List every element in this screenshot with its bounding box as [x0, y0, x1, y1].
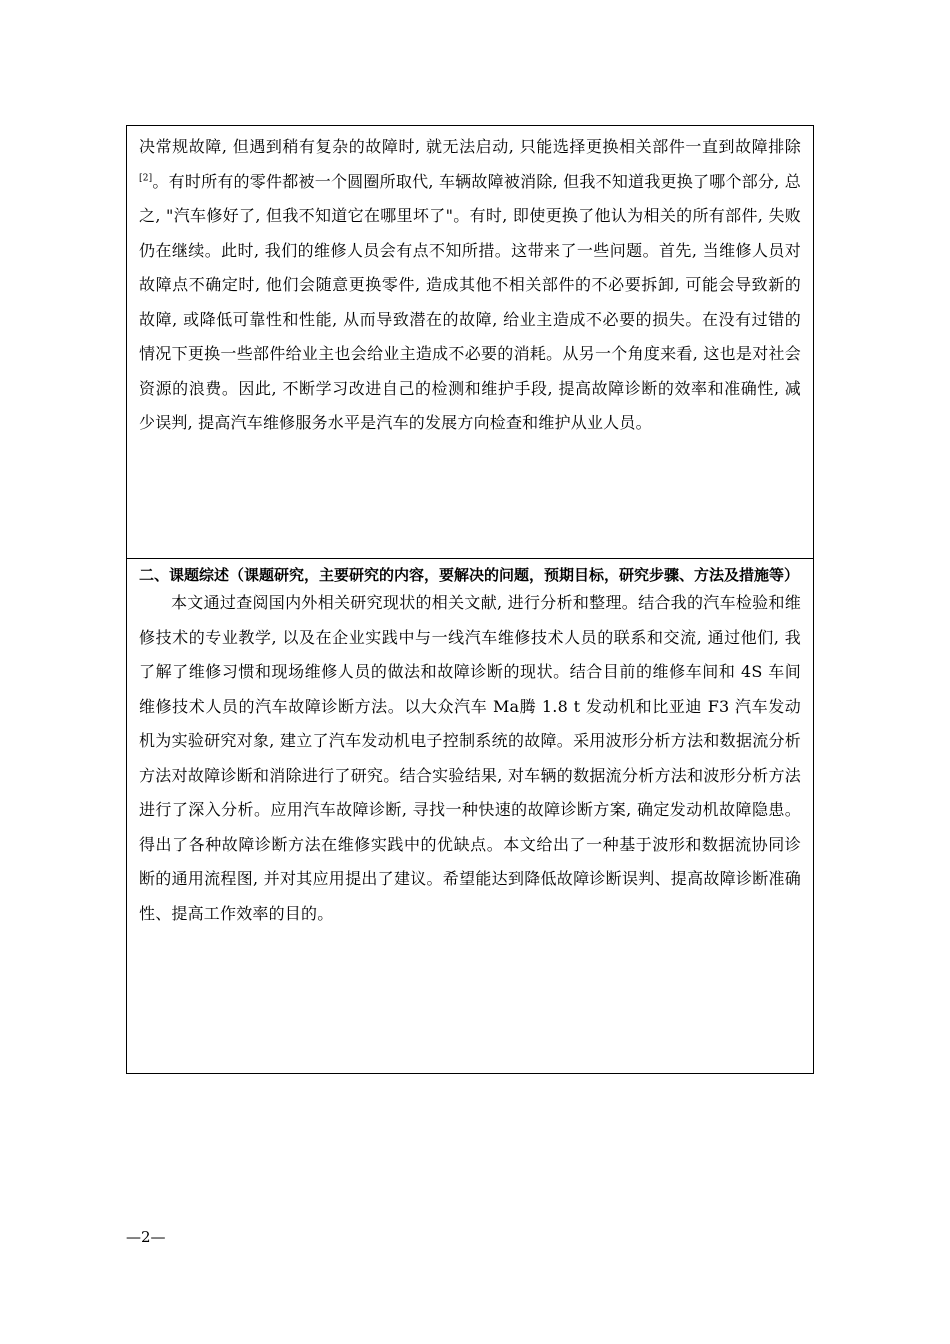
section1-text-start: 决常规故障, 但遇到稍有复杂的故障时, 就无法启动, 只能选择更换相关部件一直到故障排除	[139, 137, 801, 156]
section2-heading: 二、课题综述（课题研究，主要研究的内容，要解决的问题，预期目标，研究步骤、方法及措施等）	[139, 566, 800, 584]
page-number: —2—	[126, 1228, 166, 1246]
section1-text-rest: 。有时所有的零件都被一个圆圈所取代, 车辆故障被消除, 但我不知道我更换了哪个部分, 总之, "汽车修好了, 但我不知道它在哪里坏了"。有时, 即使更换了他认为相关的所有部件, 失败仍在继续。此时, 我们的维修人员会有点不知所措。这带来了一些问题。首先, 当维修人员对故障点不确定时, 他们会随意更换零件, 造成其他不相关部件的不必要拆卸, 可能会导致新的故障, 或降低可靠性和性能, 从而导致潜在的故障, 给业主造成不必要的损失。在没有过错的情况下更换一些部件给业主也会给业主造成不必要的消耗。从另一个角度来看, 这也是对社会资源的浪费。因此, 不断学习改进自己的检测和维护手段, 提高故障诊断的效率和准确性, 减少误判, 提高汽车维修服务水平是汽车的发展方向检查和维护从业人员。	[139, 171, 801, 432]
section2-paragraph: 本文通过查阅国内外相关研究现状的相关文献, 进行分析和整理。结合我的汽车检验和维修技术的专业教学, 以及在企业实践中与一线汽车维修技术人员的联系和交流, 通过他们, 我了解了维修习惯和现场维修人员的做法和故障诊断的现状。结合目前的维修车间和 4S 车间维修技术人员的汽车故障诊断方法。以大众汽车 Ma腾 1.8 t 发动机和比亚迪 F3 汽车发动机为实验研究对象, 建立了汽车发动机电子控制系统的故障。采用波形分析方法和数据流分析方法对故障诊断和消除进行了研究。结合实验结果, 对车辆的数据流分析方法和波形分析方法进行了深入分析。应用汽车故障诊断, 寻找一种快速的故障诊断方案, 确定发动机故障隐患。得出了各种故障诊断方法在维修实践中的优缺点。本文给出了一种基于波形和数据流协同诊断的通用流程图, 并对其应用提出了建议。希望能达到降低故障诊断误判、提高故障诊断准确性、提高工作效率的目的。	[139, 593, 801, 923]
proposal-form-table	[126, 125, 814, 1074]
section1-paragraph	[139, 130, 801, 441]
section2-cell	[127, 559, 813, 1073]
section1-cell	[127, 126, 813, 559]
citation-reference: [2]	[139, 173, 153, 184]
